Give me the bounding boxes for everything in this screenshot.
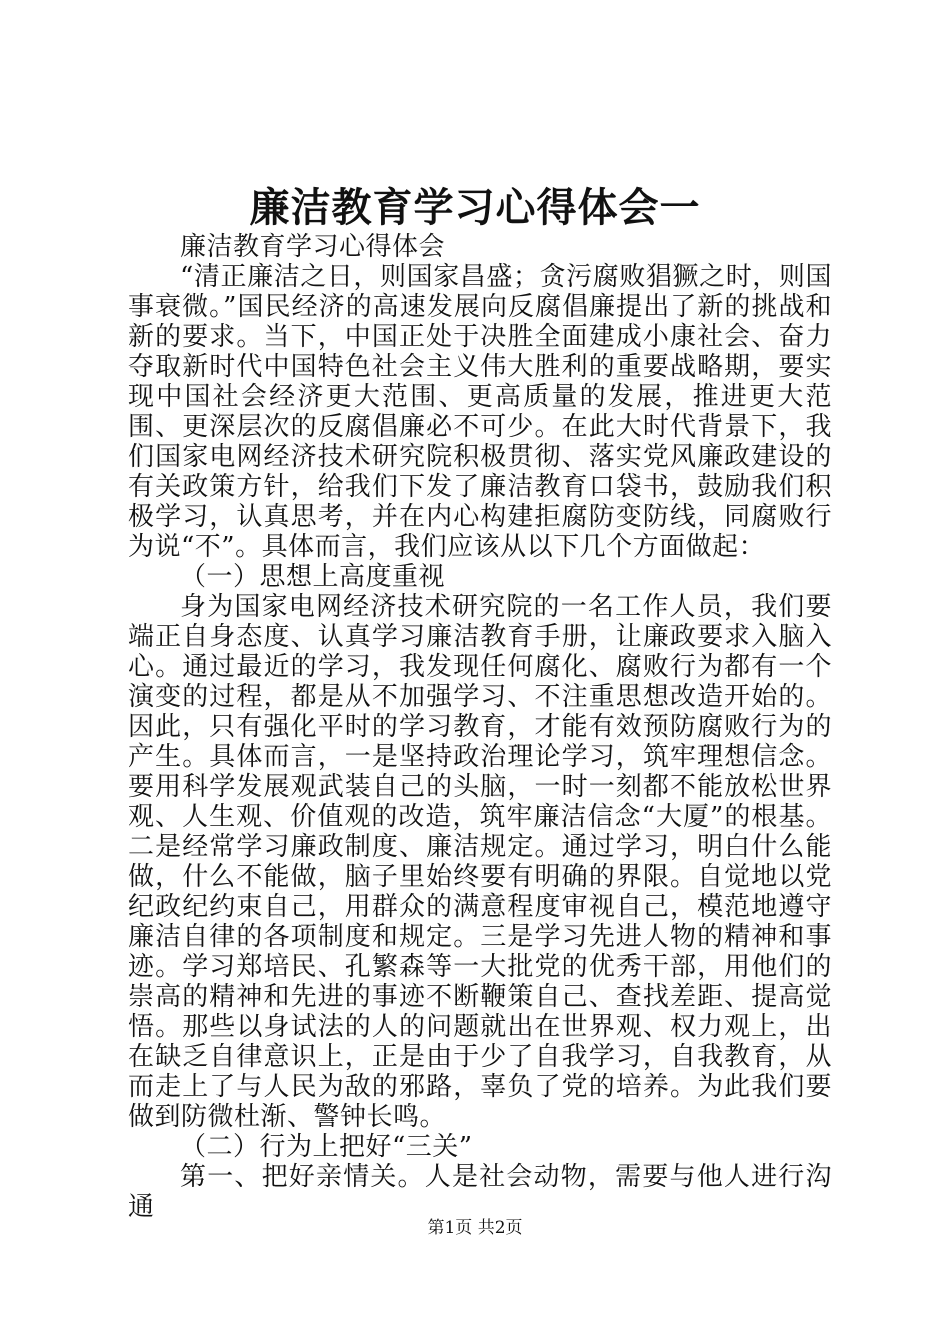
paragraph-section-2: 第一、把好亲情关。人是社会动物，需要与他人进行沟通	[128, 1162, 832, 1222]
document-title: 廉洁教育学习心得体会一	[249, 184, 701, 231]
document-body	[128, 232, 832, 1222]
section-heading-1: （一）思想上高度重视	[180, 562, 446, 592]
page-footer: 第1页 共2页	[427, 1218, 523, 1238]
paragraph-heading: 廉洁教育学习心得体会	[180, 232, 446, 262]
section-heading-2: （二）行为上把好“三关”	[180, 1132, 473, 1162]
paragraph-intro: “清正廉洁之日，则国家昌盛；贪污腐败猖獗之时，则国事衰微。”国民经济的高速发展向反腐倡廉提出了新的挑战和新的要求。当下，中国正处于决胜全面建成小康社会、奋力夺取新时代中国特色社会主义伟大胜利的重要战略期，要实现中国社会经济更大范围、更高质量的发展，推进更大范围、更深层次的反腐倡廉必不可少。在此大时代背景下，我们国家电网经济技术研究院积极贯彻、落实党风廉政建设的有关政策方针，给我们下发了廉洁教育口袋书，鼓励我们积极学习，认真思考，并在内心构建拒腐防变防线，同腐败行为说“不”。具体而言，我们应该从以下几个方面做起：	[128, 262, 832, 562]
paragraph-section-1: 身为国家电网经济技术研究院的一名工作人员，我们要端正自身态度、认真学习廉洁教育手册，让廉政要求入脑入心。通过最近的学习，我发现任何腐化、腐败行为都有一个演变的过程，都是从不加强学习、不注重思想改造开始的。因此，只有强化平时的学习教育，才能有效预防腐败行为的产生。具体而言，一是坚持政治理论学习，筑牢理想信念。要用科学发展观武装自己的头脑，一时一刻都不能放松世界观、人生观、价值观的改造，筑牢廉洁信念“大厦”的根基。二是经常学习廉政制度、廉洁规定。通过学习，明白什么能做，什么不能做，脑子里始终要有明确的界限。自觉地以党纪政纪约束自己，用群众的满意程度审视自己，模范地遵守廉洁自律的各项制度和规定。三是学习先进人物的精神和事迹。学习郑培民、孔繁森等一大批党的优秀干部，用他们的崇高的精神和先进的事迹不断鞭策自己、查找差距、提高觉悟。那些以身试法的人的问题就出在世界观、权力观上，出在缺乏自律意识上，正是由于少了自我学习，自我教育，从而走上了与人民为敌的邪路，辜负了党的培养。为此我们要做到防微杜渐、警钟长鸣。	[128, 592, 832, 1132]
